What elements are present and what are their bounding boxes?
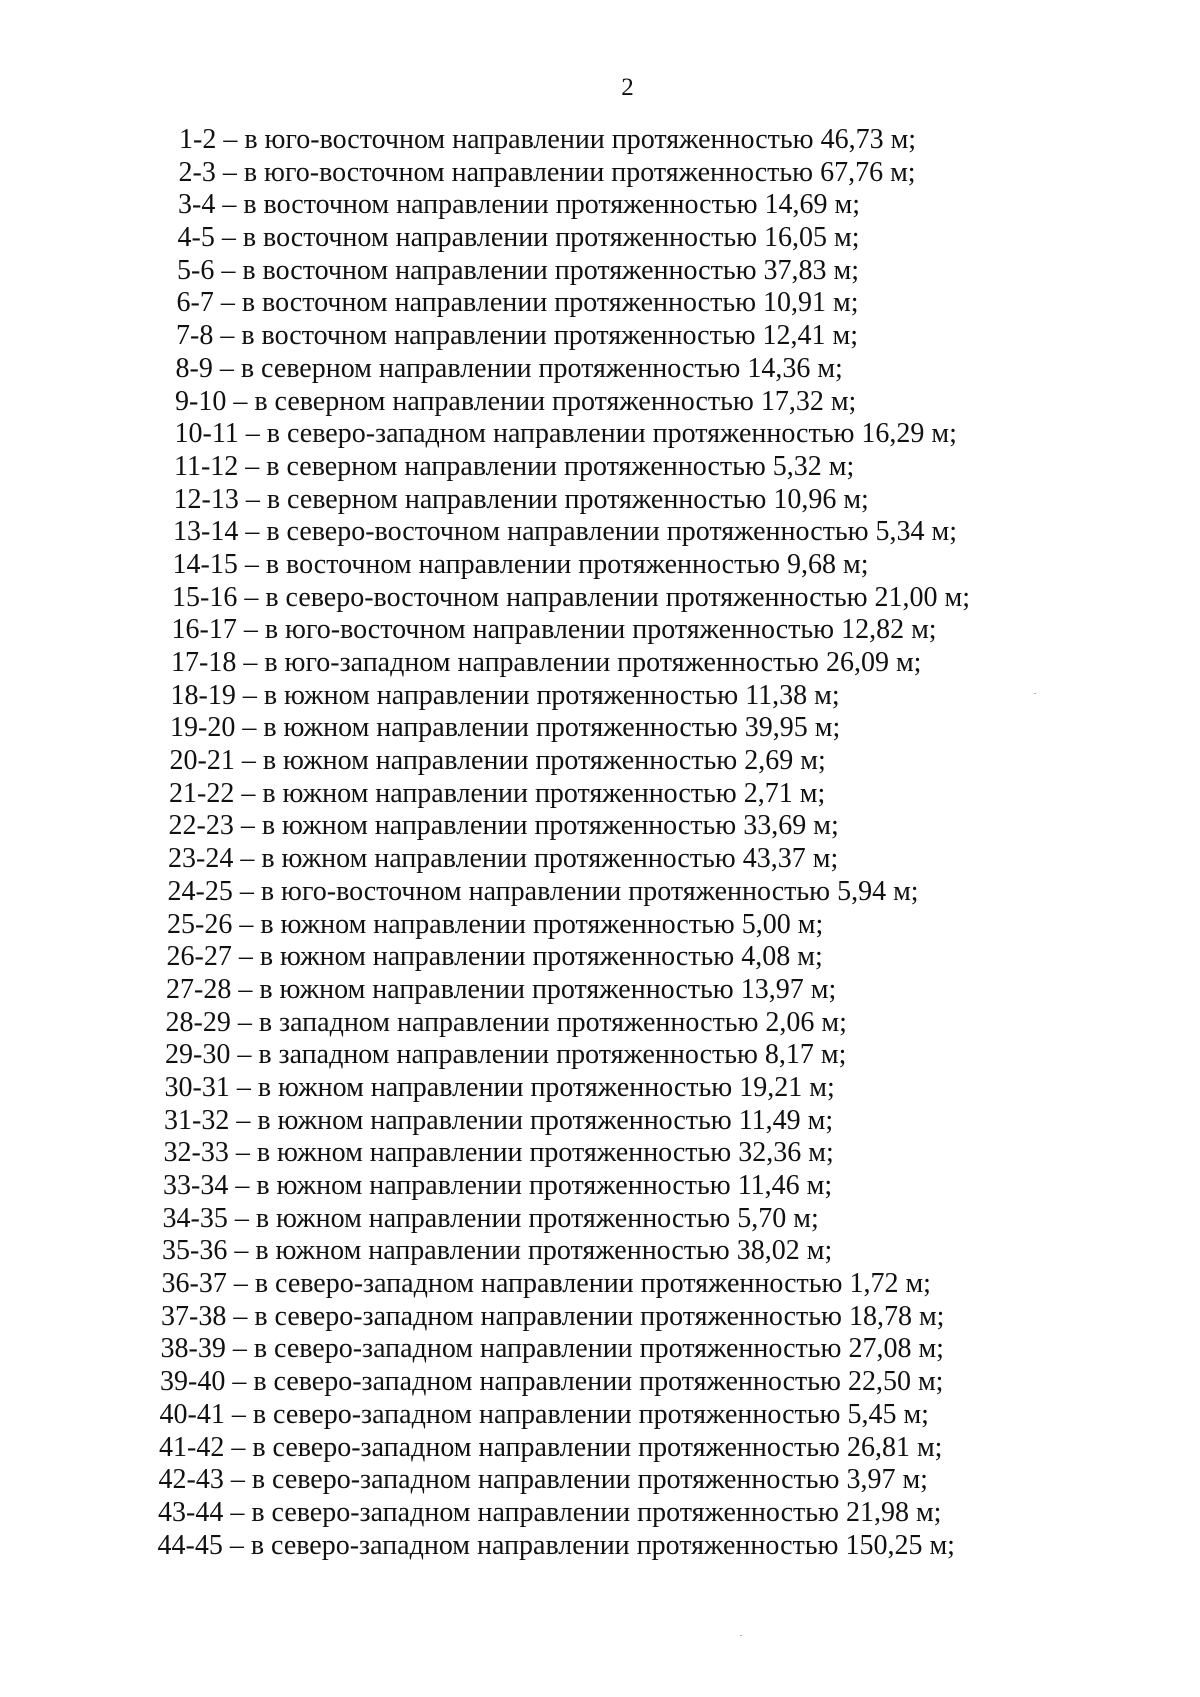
list-item [0, 418, 1200, 451]
list-item [0, 1039, 1200, 1072]
page-number: 2 [621, 74, 634, 101]
list-item [0, 320, 1200, 353]
list-item [0, 1105, 1200, 1138]
segment-text: 1-2 – в юго-восточном направлении протяженностью 46,73 м; [179, 124, 917, 155]
scan-speck [740, 1635, 742, 1636]
segment-text: 5-6 – в восточном направлении протяженностью 37,83 м; [177, 254, 860, 286]
segment-text: 25-26 – в южном направлении протяженностью 5,00 м; [167, 908, 824, 940]
list-item [0, 614, 1200, 647]
boundary-segment-list [0, 124, 1200, 1562]
list-item [0, 255, 1200, 288]
list-item [0, 1268, 1200, 1301]
list-item [0, 353, 1200, 386]
segment-text: 18-19 – в южном направлении протяженностью 11,38 м; [170, 679, 840, 711]
segment-text: 7-8 – в восточном направлении протяженностью 12,41 м; [176, 320, 859, 352]
list-item [0, 1497, 1200, 1530]
segment-text: 2-3 – в юго-восточном направлении протяженностью 67,76 м; [178, 156, 916, 188]
list-item [0, 712, 1200, 745]
segment-text: 44-45 – в северо-западном направлении протяженностью 150,25 м; [157, 1529, 955, 1561]
list-item [0, 647, 1200, 680]
list-item [0, 1203, 1200, 1236]
list-item [0, 1464, 1200, 1497]
list-item [0, 287, 1200, 320]
list-item [0, 124, 1200, 157]
segment-text: 21-22 – в южном направлении протяженностью 2,71 м; [169, 777, 826, 809]
scan-speck [1034, 693, 1036, 694]
segment-text: 42-43 – в северо-западном направлении протяженностью 3,97 м; [158, 1464, 928, 1496]
list-item [0, 386, 1200, 419]
list-item [0, 1432, 1200, 1465]
segment-text: 27-28 – в южном направлении протяженностью 13,97 м; [166, 973, 837, 1005]
list-item [0, 516, 1200, 549]
segment-text: 30-31 – в южном направлении протяженностью 19,21 м; [164, 1071, 835, 1103]
list-item [0, 1530, 1200, 1563]
list-item [0, 778, 1200, 811]
segment-text: 24-25 – в юго-восточном направлении протяженностью 5,94 м; [167, 875, 919, 907]
list-item [0, 909, 1200, 942]
segment-text: 37-38 – в северо-западном направлении протяженностью 18,78 м; [161, 1300, 945, 1332]
list-item [0, 1399, 1200, 1432]
list-item [0, 1137, 1200, 1170]
segment-text: 32-33 – в южном направлении протяженностью 32,36 м; [163, 1137, 834, 1169]
segment-text: 11-12 – в северном направлении протяженностью 5,32 м; [174, 450, 855, 482]
list-item [0, 876, 1200, 909]
list-item [0, 1007, 1200, 1040]
segment-text: 36-37 – в северо-западном направлении протяженностью 1,72 м; [161, 1268, 931, 1300]
segment-text: 13-14 – в северо-восточном направлении протяженностью 5,34 м; [173, 516, 958, 548]
list-item [0, 222, 1200, 255]
segment-text: 16-17 – в юго-восточном направлении протяженностью 12,82 м; [171, 614, 937, 646]
segment-text: 39-40 – в северо-западном направлении протяженностью 22,50 м; [160, 1366, 944, 1398]
list-item [0, 680, 1200, 713]
segment-text: 23-24 – в южном направлении протяженностью 43,37 м; [168, 843, 839, 875]
list-item [0, 451, 1200, 484]
segment-text: 3-4 – в восточном направлении протяженностью 14,69 м; [178, 189, 861, 221]
list-item [0, 1333, 1200, 1366]
segment-text: 35-36 – в южном направлении протяженностью 38,02 м; [162, 1235, 833, 1267]
segment-text: 15-16 – в северо-восточном направлении протяженностью 21,00 м; [172, 581, 971, 613]
list-item [0, 843, 1200, 876]
segment-text: 6-7 – в восточном направлении протяженностью 10,91 м; [176, 287, 859, 319]
list-item [0, 1301, 1200, 1334]
segment-text: 17-18 – в юго-западном направлении протяженностью 26,09 м; [171, 647, 922, 678]
list-item [0, 1170, 1200, 1203]
segment-text: 20-21 – в южном направлении протяженностью 2,69 м; [169, 745, 826, 777]
segment-text: 10-11 – в северо-западном направлении протяженностью 16,29 м; [174, 418, 957, 450]
list-item [0, 582, 1200, 615]
list-item [0, 157, 1200, 190]
list-item [0, 189, 1200, 222]
segment-text: 26-27 – в южном направлении протяженностью 4,08 м; [166, 941, 823, 973]
list-item [0, 810, 1200, 843]
segment-text: 9-10 – в северном направлении протяженностью 17,32 м; [175, 385, 857, 417]
segment-text: 29-30 – в западном направлении протяженностью 8,17 м; [165, 1039, 847, 1071]
segment-text: 34-35 – в южном направлении протяженностью 5,70 м; [162, 1202, 819, 1234]
list-item [0, 974, 1200, 1007]
list-item [0, 1235, 1200, 1268]
segment-text: 4-5 – в восточном направлении протяженностью 16,05 м; [177, 222, 860, 254]
segment-text: 22-23 – в южном направлении протяженностью 33,69 м; [168, 810, 839, 842]
list-item [0, 941, 1200, 974]
list-item [0, 549, 1200, 582]
segment-text: 38-39 – в северо-западном направлении протяженностью 27,08 м; [160, 1333, 944, 1365]
segment-text: 14-15 – в восточном направлении протяженностью 9,68 м; [172, 548, 869, 580]
list-item [0, 1072, 1200, 1105]
segment-text: 12-13 – в северном направлении протяженностью 10,96 м; [173, 483, 869, 515]
list-item [0, 484, 1200, 517]
segment-text: 40-41 – в северо-западном направлении протяженностью 5,45 м; [159, 1398, 929, 1430]
list-item [0, 1366, 1200, 1399]
segment-text: 19-20 – в южном направлении протяженностью 39,95 м; [170, 712, 841, 744]
segment-text: 31-32 – в южном направлении протяженностью 11,49 м; [164, 1104, 834, 1136]
segment-text: 8-9 – в северном направлении протяженностью 14,36 м; [175, 352, 843, 384]
list-item [0, 745, 1200, 778]
segment-text: 41-42 – в северо-западном направлении протяженностью 26,81 м; [159, 1431, 943, 1463]
segment-text: 28-29 – в западном направлении протяженностью 2,06 м; [165, 1006, 847, 1038]
segment-text: 43-44 – в северо-западном направлении протяженностью 21,98 м; [158, 1496, 942, 1528]
segment-text: 33-34 – в южном направлении протяженностью 11,46 м; [163, 1170, 833, 1201]
